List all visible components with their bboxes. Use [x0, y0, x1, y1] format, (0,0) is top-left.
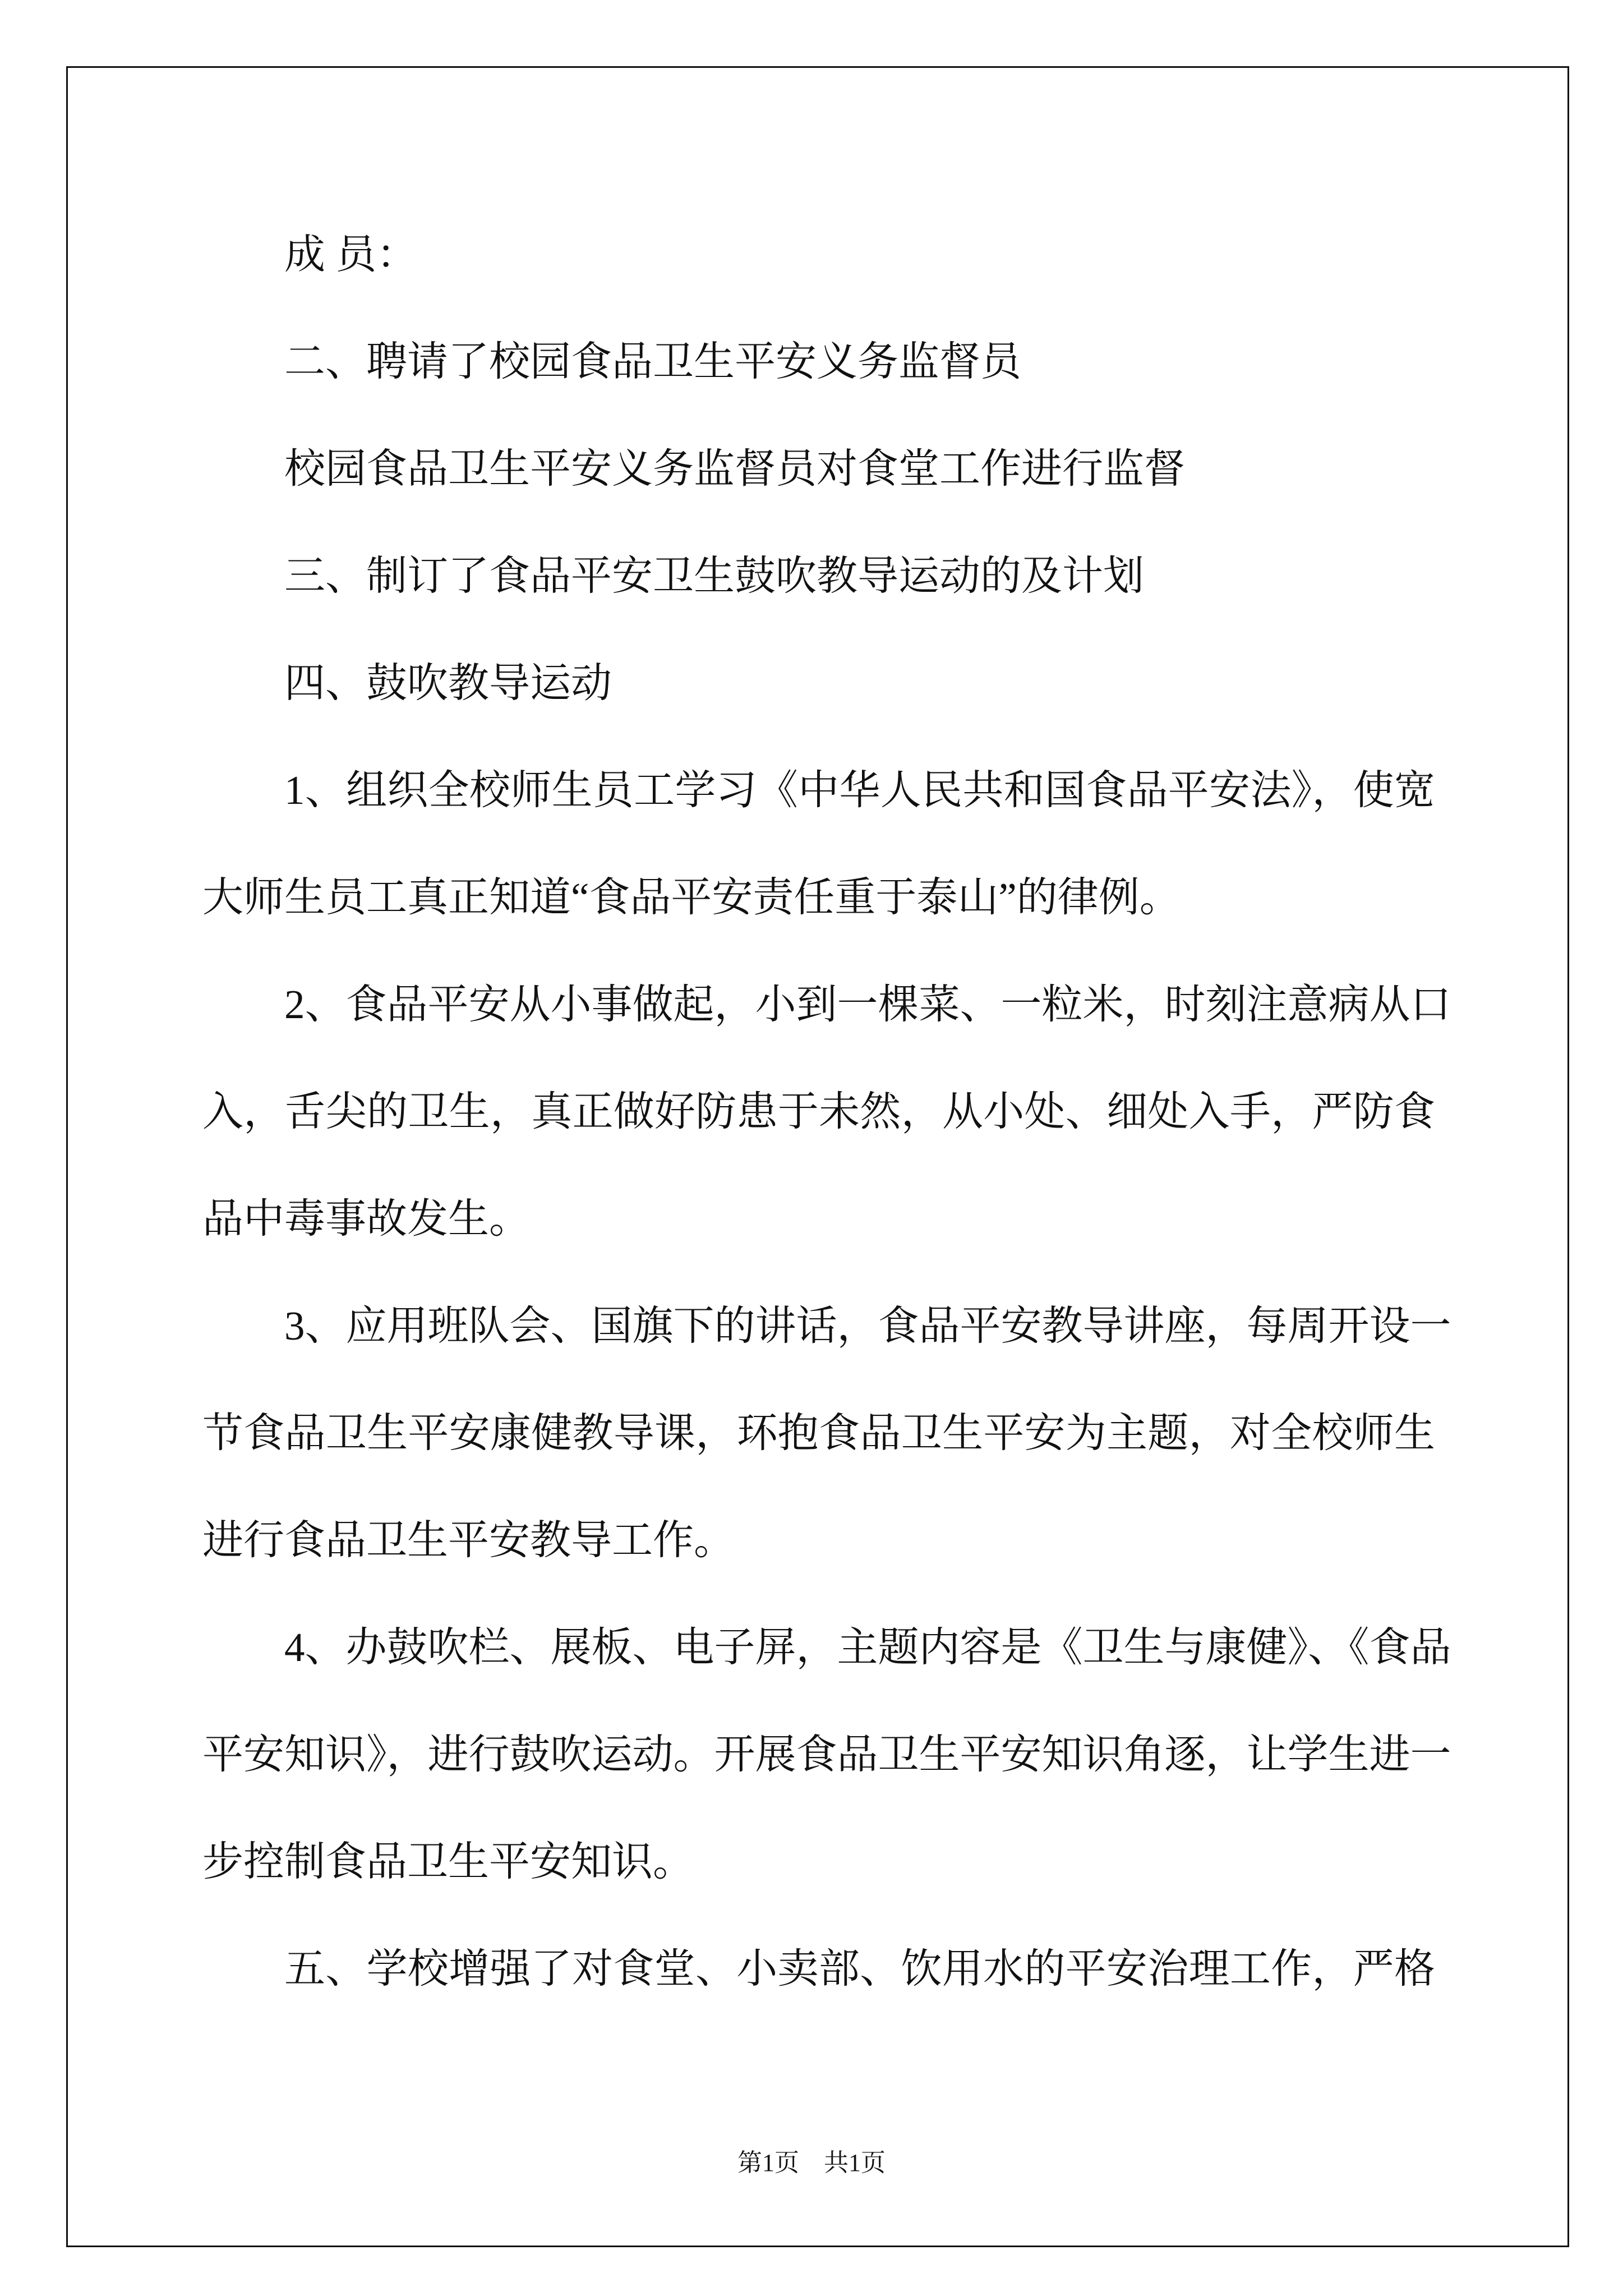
text-line: 2、食品平安从小事做起，小到一棵菜、一粒米，时刻注意病从口: [284, 982, 1451, 1027]
text-line: 三、制订了食品平安卫生鼓吹教导运动的及计划: [284, 553, 1144, 599]
page-number: 第1页: [737, 2149, 799, 2177]
paragraph: [202, 737, 1435, 951]
text-line: 二、聘请了校园食品卫生平安义务监督员: [284, 339, 1021, 384]
paragraph: [202, 951, 1451, 1272]
document-body: [202, 201, 1451, 2022]
text-line: 进行食品卫生平安教导工作。: [202, 1517, 735, 1563]
paragraph: [202, 1915, 1435, 2022]
paragraph: [202, 308, 1435, 415]
text-line: 平安知识》，进行鼓吹运动。开展食品卫生平安知识角逐，让学生进一: [202, 1732, 1451, 1777]
paragraph: [202, 522, 1435, 629]
paragraph: [202, 629, 1435, 737]
text-line: 3、应用班队会、国旗下的讲话，食品平安教导讲座，每周开设一: [284, 1303, 1451, 1349]
text-line: 节食品卫生平安康健教导课，环抱食品卫生平安为主题，对全校师生: [202, 1410, 1435, 1456]
paragraph: [202, 201, 1435, 308]
text-line: 校园食品卫生平安义务监督员对食堂工作进行监督: [284, 446, 1185, 491]
page-total: 共1页: [824, 2149, 886, 2177]
text-line: 步控制食品卫生平安知识。: [202, 1839, 694, 1884]
page-footer: [0, 2146, 1623, 2180]
text-line: 入，舌尖的卫生，真正做好防患于未然，从小处、细处入手，严防食: [202, 1089, 1435, 1134]
paragraph: [202, 1594, 1451, 1915]
text-line: 五、学校增强了对食堂、小卖部、饮用水的平安治理工作，严格: [284, 1946, 1435, 1991]
text-line: 品中毒事故发生。: [202, 1196, 530, 1241]
text-line: 成 员：: [284, 232, 418, 277]
paragraph: [202, 415, 1435, 522]
text-line: 大师生员工真正知道“食品平安责任重于泰山”的律例。: [202, 875, 1181, 920]
text-line: 四、鼓吹教导运动: [284, 660, 612, 706]
paragraph: [202, 1272, 1451, 1594]
text-line: 4、办鼓吹栏、展板、电子屏，主题内容是《卫生与康健》、《食品: [284, 1625, 1451, 1670]
text-line: 1、组织全校师生员工学习《中华人民共和国食品平安法》，使宽: [284, 767, 1435, 813]
